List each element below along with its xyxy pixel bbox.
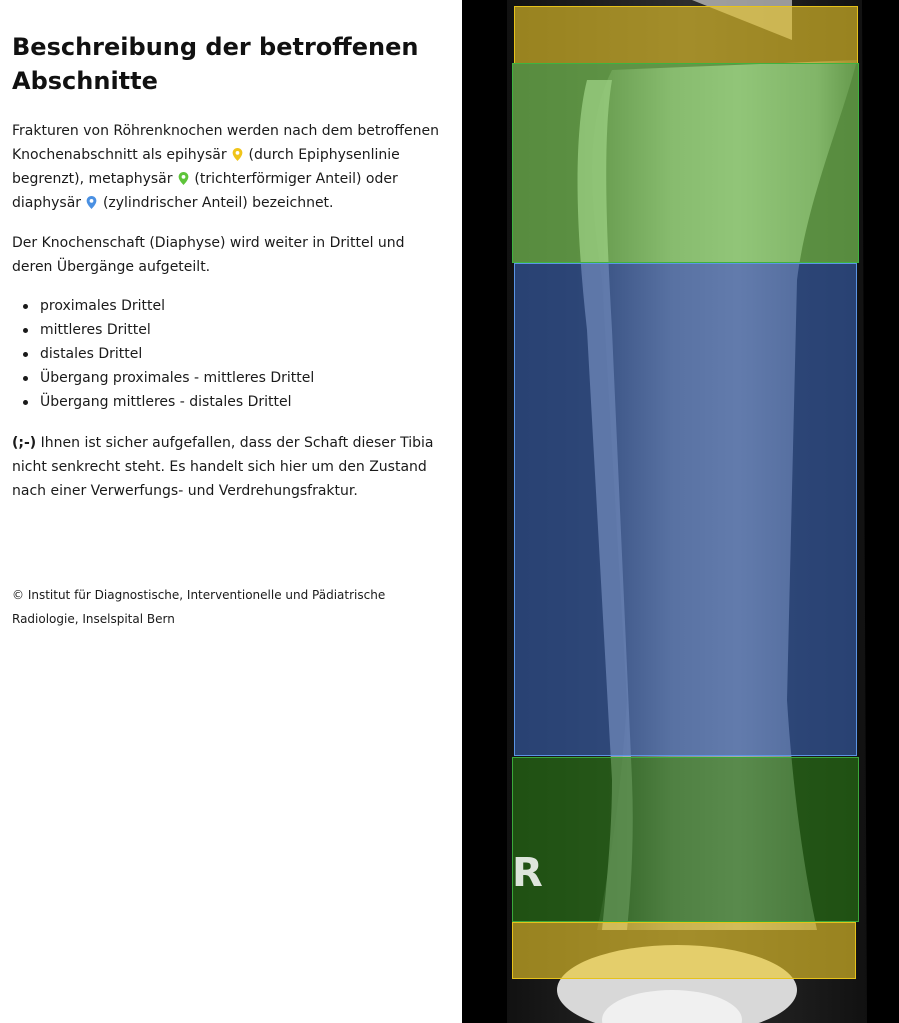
xray-image [462, 0, 899, 1023]
map-pin-green-icon [178, 172, 189, 185]
list-item: Übergang proximales - mittleres Drittel [18, 366, 314, 390]
note-paragraph [12, 431, 442, 503]
image-credit: © Institut für Diagnostische, Interventionelle und Pädiatrische Radiologie, Inselspital Bern [12, 588, 386, 626]
zone-epiphysis-proximal [514, 6, 858, 64]
intro-text-1: Frakturen von Röhrenknochen werden nach dem betroffenen Knochenabschnitt als epihysär [12, 123, 439, 163]
note-text: Ihnen ist sicher aufgefallen, dass der Schaft dieser Tibia nicht senkrecht steht. Es handelt sich hier um den Zustand nach einer Verwerfungs- und Verdrehungsfraktur. [12, 435, 434, 499]
intro-text-3: (trichterförmiger Anteil) oder diaphysär [12, 171, 398, 211]
list-item: proximales Drittel [18, 294, 314, 318]
intro-paragraph [12, 119, 442, 215]
intro-text-4: (zylindrischer Anteil) bezeichnet. [102, 195, 334, 211]
map-pin-yellow-icon [232, 148, 243, 161]
zone-metaphysis-distal [512, 757, 859, 922]
list-item: Übergang mittleres - distales Drittel [18, 390, 314, 414]
intro-text-2: (durch Epiphysenlinie begrenzt), metaphysär [12, 147, 400, 187]
list-item: distales Drittel [18, 342, 314, 366]
map-pin-blue-icon [86, 196, 97, 209]
zone-epiphysis-distal [512, 922, 856, 979]
list-item: mittleres Drittel [18, 318, 314, 342]
side-marker: R [512, 850, 543, 896]
page-title: Beschreibung der betroffenen Abschnitte [12, 33, 419, 95]
wink-emoticon: (;-) [12, 435, 37, 451]
shaft-paragraph: Der Knochenschaft (Diaphyse) wird weiter in Drittel und deren Übergänge aufgeteilt. [12, 235, 405, 275]
zone-diaphysis [514, 263, 857, 756]
thirds-list [18, 294, 314, 414]
zone-metaphysis-proximal [512, 63, 859, 263]
